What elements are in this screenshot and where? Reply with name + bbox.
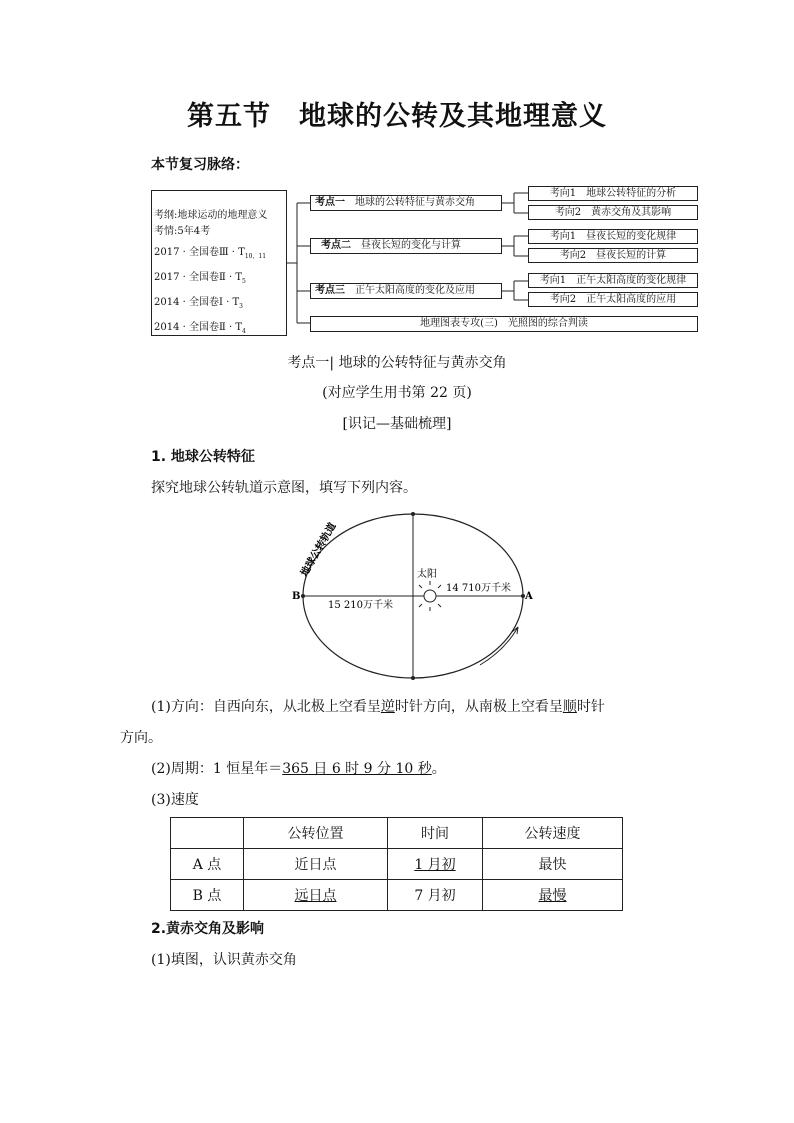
point-label: 考点二	[321, 240, 351, 251]
item2-sub1: (1)填图，认识黄赤交角	[151, 952, 297, 968]
table-header: 公转速度	[483, 818, 623, 849]
point-box-2	[310, 238, 502, 254]
table-cell: 最慢	[483, 880, 623, 911]
item1-instruction: 探究地球公转轨道示意图，填写下列内容。	[151, 480, 417, 496]
table-row	[171, 880, 623, 911]
table-cell: 7 月初	[388, 880, 483, 911]
exam-item: 2017 · 全国卷Ⅱ · $T_5$	[154, 272, 246, 285]
sun-label: 太阳	[417, 569, 437, 580]
table-cell: 最快	[483, 849, 623, 880]
section-tag: [识记—基础梳理]	[342, 416, 452, 432]
left-distance: 15 210万千米	[328, 600, 393, 611]
item2-heading: 2.黄赤交角及影响	[151, 921, 265, 937]
exam-outline-line: 考纲:地球运动的地理意义	[154, 210, 268, 221]
point-b-label: B	[292, 591, 301, 602]
outline-exam-box	[151, 190, 287, 336]
table-cell: 远日点	[244, 880, 388, 911]
section-ref: (对应学生用书第 22 页)	[322, 385, 472, 401]
point-label: 考点一	[315, 197, 345, 208]
exam-item: 2014 · 全国卷Ⅰ · $T_3$	[154, 297, 243, 310]
item1-heading: 1. 地球公转特征	[151, 449, 255, 465]
point-text: 地球的公转特征与黄赤交角	[355, 197, 475, 208]
answer-counterclockwise: 逆	[380, 699, 395, 715]
direction-box: 考向2 正午太阳高度的应用	[528, 292, 698, 307]
point-text: 正午太阳高度的变化及应用	[355, 285, 475, 296]
exam-item: 2017 · 全国卷Ⅲ · $T_{10,11}$	[154, 247, 267, 260]
table-header: 公转位置	[244, 818, 388, 849]
point-text: 昼夜长短的变化与计算	[361, 240, 461, 251]
direction-box: 考向1 正午太阳高度的变化规律	[528, 273, 698, 288]
exam-frequency-line: 考情:5年4考	[154, 226, 211, 237]
table-cell: 近日点	[244, 849, 388, 880]
table-header	[171, 818, 244, 849]
outline-intro: 本节复习脉络：	[151, 157, 249, 173]
table-cell: B 点	[171, 880, 244, 911]
table-row	[171, 849, 623, 880]
table-header-row	[171, 818, 623, 849]
direction-paragraph: (1)方向：自西向东，从北极上空看呈逆时针方向，从南极上空看呈顺时针	[151, 699, 605, 715]
point-box-3	[310, 283, 502, 299]
speed-title: (3)速度	[151, 792, 199, 808]
point-label: 考点三	[315, 285, 345, 296]
special-topic-box: 地理图表专攻(三) 光照图的综合判读	[310, 316, 698, 332]
table-cell: 1 月初	[388, 849, 483, 880]
arrow-icon	[480, 627, 518, 665]
table-header: 时间	[388, 818, 483, 849]
exam-item: 2014 · 全国卷Ⅱ · $T_4$	[154, 322, 246, 335]
point-box-1	[310, 195, 502, 211]
section-heading: 考点一| 地球的公转特征与黄赤交角	[287, 355, 507, 371]
period-paragraph: (2)周期：1 恒星年＝365 日 6 时 9 分 10 秒。	[151, 761, 446, 777]
direction-box: 考向1 地球公转特征的分析	[528, 186, 698, 201]
direction-box: 考向2 黄赤交角及其影响	[528, 205, 698, 220]
point-a-label: A	[525, 591, 533, 602]
direction-box: 考向1 昼夜长短的变化规律	[528, 229, 698, 244]
orbit-label: 地球公转轨道	[299, 521, 339, 579]
answer-period: 365 日 6 时 9 分 10 秒	[282, 761, 432, 777]
right-distance: 14 710万千米	[446, 583, 511, 594]
page-title: 第五节 地球的公转及其地理意义	[187, 101, 607, 132]
speed-table	[170, 817, 623, 911]
direction-box: 考向2 昼夜长短的计算	[528, 248, 698, 263]
table-cell: A 点	[171, 849, 244, 880]
direction-paragraph-end: 方向。	[120, 730, 162, 746]
answer-clockwise: 顺	[562, 699, 577, 715]
orbit-diagram	[280, 505, 540, 685]
